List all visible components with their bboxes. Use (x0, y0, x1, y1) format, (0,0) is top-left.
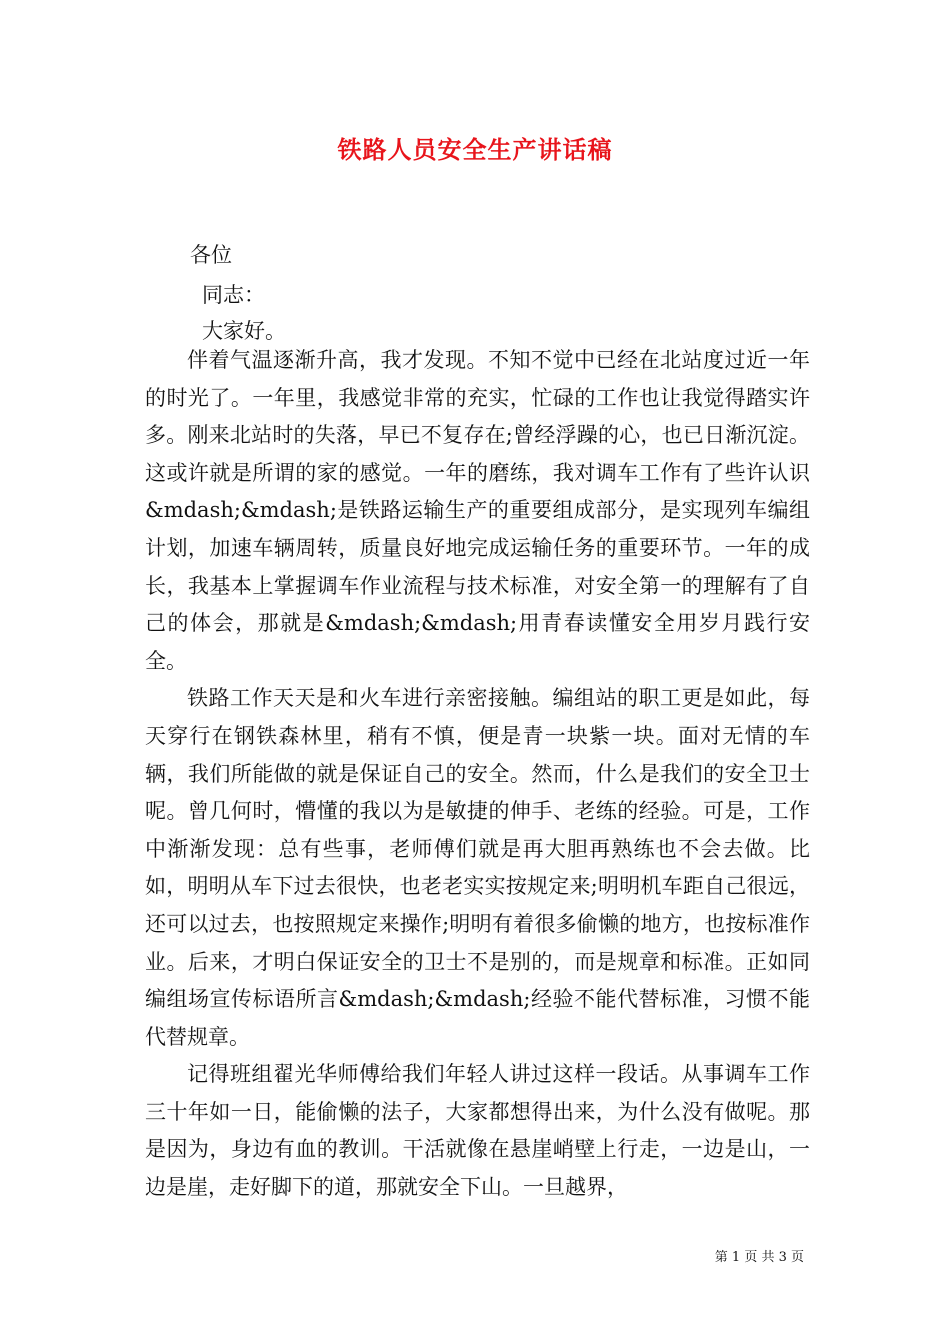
salutation-line-1: 各位 (190, 243, 232, 267)
body-text (145, 342, 810, 1207)
document-title: 铁路人员安全生产讲话稿 (337, 135, 613, 164)
greeting: 大家好。 (202, 319, 286, 343)
page-number-footer: 第 1 页 共 3 页 (714, 1250, 804, 1265)
paragraph: 伴着气温逐渐升高，我才发现。不知不觉中已经在北站度过近一年的时光了。一年里，我感觉非常的充实，忙碌的工作也让我觉得踏实许多。刚来北站时的失落，早已不复存在;曾经浮躁的心，也已日渐沉淀。这或许就是所谓的家的感觉。一年的磨练，我对调车工作有了些许认识&mdash;&mdash;是铁路运输生产的重要组成部分，是实现列车编组计划，加速车辆周转，质量良好地完成运输任务的重要环节。一年的成长，我基本上掌握调车作业流程与技术标准，对安全第一的理解有了自己的体会，那就是&mdash;&mdash;用青春读懂安全用岁月践行安全。 (145, 348, 810, 673)
paragraph: 记得班组翟光华师傅给我们年轻人讲过这样一段话。从事调车工作三十年如一日，能偷懒的法子，大家都想得出来，为什么没有做呢。那是因为，身边有血的教训。干活就像在悬崖峭壁上行走，一边是山，一边是崖，走好脚下的道，那就安全下山。一旦越界， (145, 1062, 810, 1200)
paragraph: 铁路工作天天是和火车进行亲密接触。编组站的职工更是如此，每天穿行在钢铁森林里，稍有不慎，便是青一块紫一块。面对无情的车辆，我们所能做的就是保证自己的安全。然而，什么是我们的安全卫士呢。曾几何时，懵懂的我以为是敏捷的伸手、老练的经验。可是，工作中渐渐发现：总有些事，老师傅们就是再大胆再熟练也不会去做。比如，明明从车下过去很快，也老老实实按规定来;明明机车距自己很远，还可以过去，也按照规定来操作;明明有着很多偷懒的地方，也按标准作业。后来，才明白保证安全的卫士不是别的，而是规章和标准。正如同编组场宣传标语所言&mdash;&mdash;经验不能代替标准，习惯不能代替规章。 (145, 686, 810, 1049)
salutation-line-2: 同志： (202, 283, 265, 307)
